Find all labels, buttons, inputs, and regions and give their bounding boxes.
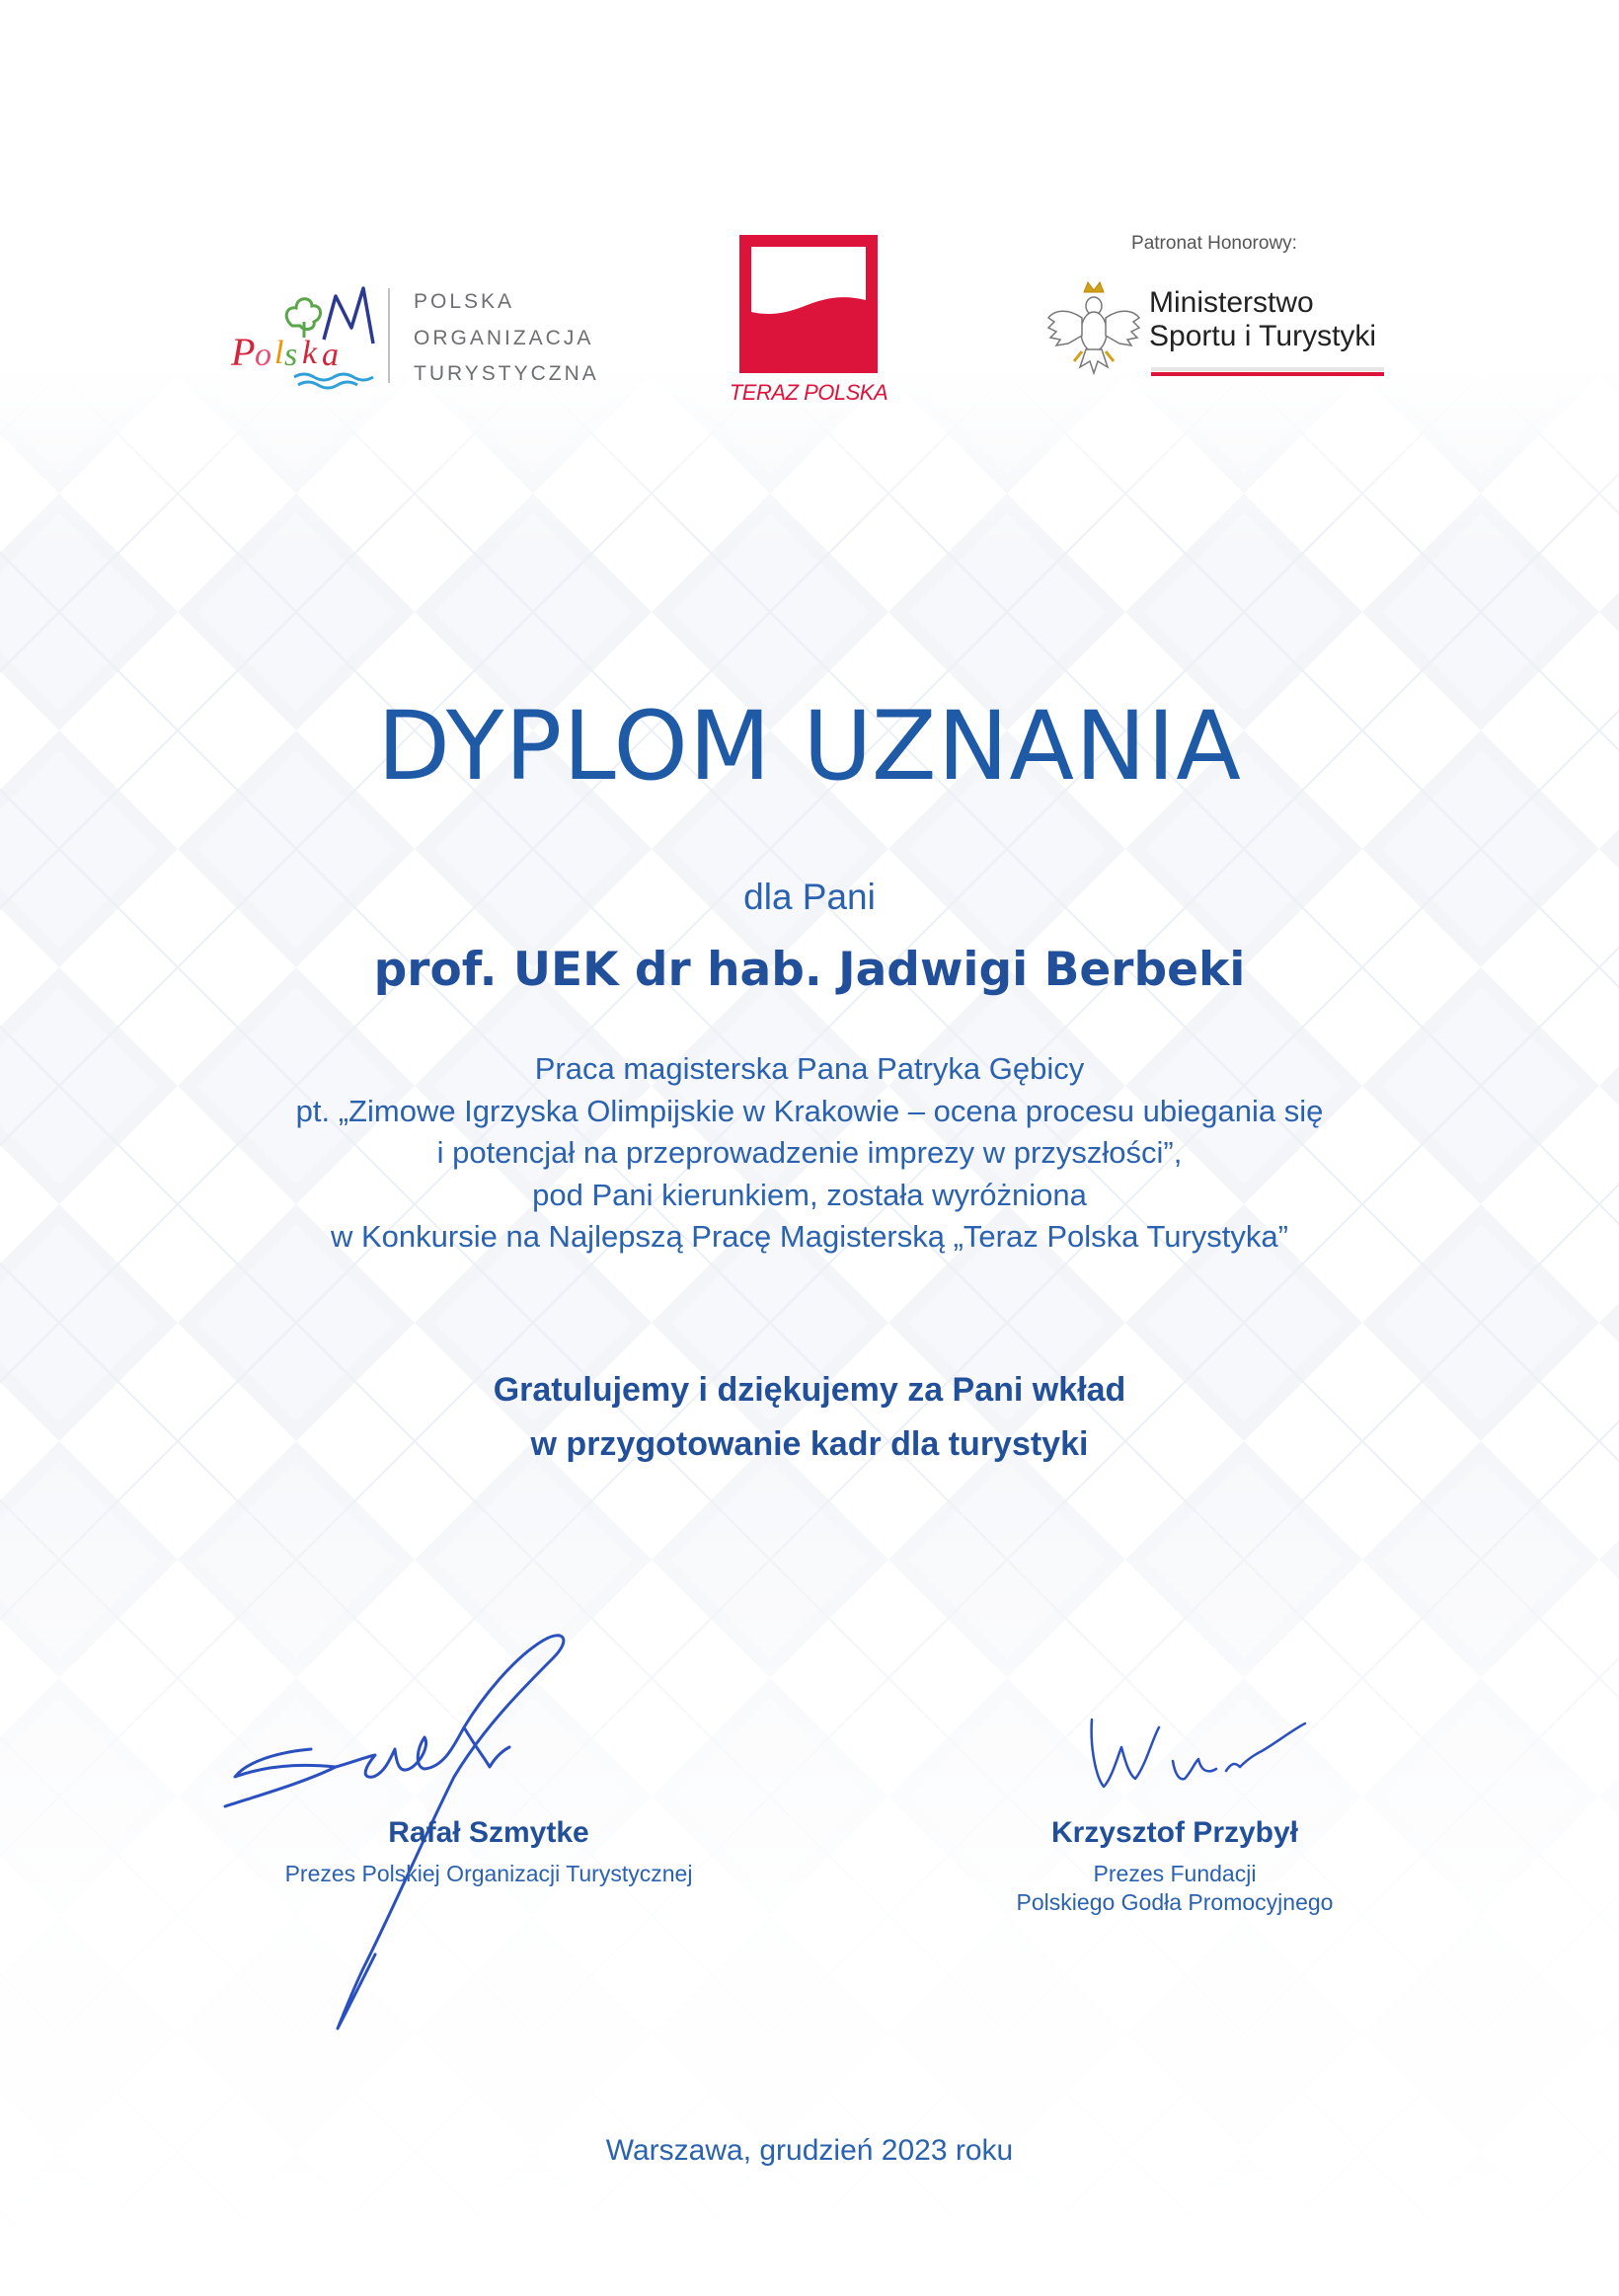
svg-text:P: P bbox=[231, 330, 256, 374]
svg-text:l: l bbox=[274, 335, 284, 371]
body-line: w Konkursie na Najlepszą Pracę Magisterską „Teraz Polska Turystyka” bbox=[331, 1219, 1288, 1254]
svg-text:k: k bbox=[302, 335, 318, 371]
signature-krzysztof-przybyl bbox=[1078, 1708, 1315, 1816]
pot-name-line: TURYSTYCZNA bbox=[414, 362, 599, 385]
body-line: pt. „Zimowe Igrzyska Olimpijskie w Krakowie – ocena procesu ubiegania się bbox=[295, 1093, 1324, 1128]
left-signatory-role: Prezes Polskiej Organizacji Turystycznej bbox=[284, 1861, 693, 1886]
right-signatory-name: Krzysztof Przybył bbox=[1050, 1816, 1299, 1849]
place-and-date: Warszawa, grudzień 2023 roku bbox=[605, 2134, 1014, 2167]
teraz-polska-emblem bbox=[739, 235, 878, 373]
flag-stripe-white bbox=[1151, 367, 1384, 371]
svg-text:a: a bbox=[322, 337, 339, 373]
body-line: i potencjał na przeprowadzenie imprezy w przyszłości”, bbox=[436, 1135, 1183, 1170]
recipient-name: prof. UEK dr hab. Jadwigi Berbeki bbox=[373, 943, 1246, 997]
congrats-line: w przygotowanie kadr dla turystyki bbox=[530, 1425, 1089, 1463]
congratulations-text bbox=[0, 1363, 1619, 1472]
ministry-name-line: Ministerstwo bbox=[1149, 286, 1314, 319]
white-eagle-emblem bbox=[1044, 278, 1143, 387]
diploma-body bbox=[0, 1048, 1619, 1259]
body-line: pod Pani kierunkiem, została wyróżniona bbox=[532, 1177, 1087, 1212]
recipient-salutation: dla Pani bbox=[743, 877, 876, 917]
flag-stripe-red bbox=[1151, 372, 1384, 376]
right-signatory-role-line: Polskiego Godła Promocyjnego bbox=[1016, 1889, 1334, 1915]
logo-divider bbox=[388, 288, 390, 383]
pot-name-line: ORGANIZACJA bbox=[414, 326, 594, 349]
teraz-polska-label: TERAZ POLSKA bbox=[729, 380, 888, 405]
ministry-name-line: Sportu i Turystyki bbox=[1149, 320, 1377, 352]
right-signatory-role-line: Prezes Fundacji bbox=[1093, 1861, 1257, 1886]
svg-text:o: o bbox=[255, 337, 271, 373]
polska-brand-logo bbox=[225, 278, 393, 397]
body-line: Praca magisterska Pana Patryka Gębicy bbox=[534, 1051, 1085, 1086]
diploma-title: DYPLOM UZNANIA bbox=[377, 691, 1242, 802]
right-signatory-role bbox=[918, 1860, 1431, 1917]
left-signatory-name: Rafał Szmytke bbox=[388, 1816, 589, 1849]
svg-text:s: s bbox=[284, 337, 298, 373]
congrats-line: Gratulujemy i dziękujemy za Pani wkład bbox=[493, 1371, 1126, 1409]
ministry-name bbox=[1149, 286, 1376, 353]
pot-organization-name bbox=[414, 284, 599, 393]
pot-name-line: POLSKA bbox=[414, 290, 515, 313]
patronat-label: Patronat Honorowy: bbox=[1131, 233, 1297, 254]
